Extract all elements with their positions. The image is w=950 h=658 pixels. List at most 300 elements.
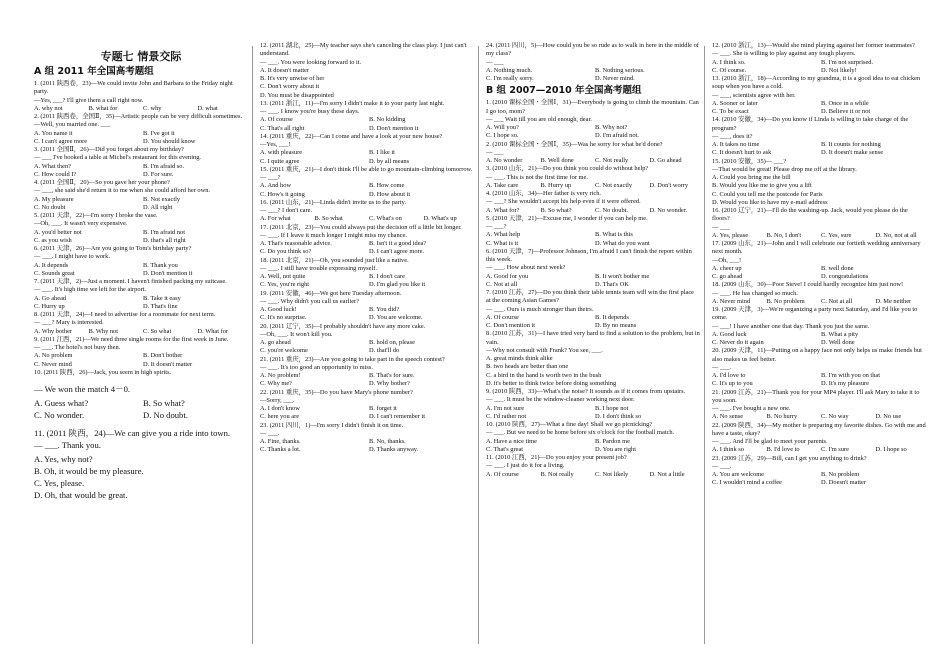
answer-options — [34, 130, 248, 147]
question-text: 21. (2011 重庆，23)—Are you going to take part in the speech contest? — ___. It's too good an opportunity to miss. — [260, 355, 445, 371]
answer-option: D. It doesn't make sense — [821, 149, 884, 157]
answer-options — [34, 229, 248, 246]
answer-option: B. No, I don't — [766, 231, 802, 239]
question-item — [34, 113, 248, 146]
question-text: 16. (2010 辽宁，21)—I'll do the washing-up. Jack, would you please do the floors? — ___ — [712, 207, 908, 231]
answer-options — [486, 124, 700, 141]
answer-option: B. No, thanks. — [369, 438, 406, 445]
answer-option: B. I'm not surprised. — [821, 58, 874, 66]
answer-option: C. Yes, you're right — [260, 281, 310, 289]
answer-option: C. I'm really sorry. — [486, 75, 534, 82]
answer-option: B. forget it — [369, 405, 397, 412]
answer-option: C. Do you think so? — [260, 248, 312, 256]
question-item — [34, 427, 248, 501]
answer-option: D. Not likely! — [821, 66, 857, 74]
question-item — [34, 245, 248, 278]
answer-option: A. For what — [260, 215, 291, 223]
answer-option: B. Why not — [88, 327, 119, 335]
answer-option: C. No doubt — [34, 203, 66, 211]
column-2 — [260, 42, 474, 455]
question-text: 14. (2010 安徽，34)—Do you know if Linda is willing to take charge of the program? — ___, does it? — [712, 116, 909, 140]
answer-option: D. That's OK — [595, 280, 629, 288]
answer-option: C. No way — [821, 413, 849, 421]
answer-option: D. No use — [875, 413, 902, 421]
question-text: 21. (2009 江苏，21)—Thank you for your MP4 player. I'll ask Mary to take it to you soon. — ___. I've bought a new one. — [712, 388, 920, 412]
question-item — [712, 347, 926, 388]
answer-option: B. It depends — [595, 313, 629, 321]
answer-option: B. Not really — [540, 470, 574, 478]
answer-options — [712, 174, 926, 207]
answer-options — [486, 157, 700, 165]
answer-option: B. Nothing serious. — [595, 66, 645, 74]
question-item — [486, 215, 700, 248]
answer-option: D. I don't think so — [595, 412, 642, 420]
question-text: 22. (2009 陕西，34)—My mother is preparing my favorite dishes. Go with me and have a taste, okay? — ___. And I'll be glad to meet your parents. — [712, 421, 926, 445]
answer-option: B. Hurry up — [540, 181, 572, 189]
answer-option: C. To be exact — [712, 108, 749, 115]
question-text: 19. (2011 安徽，46)—We got here Tuesday afternoon. — ___. Why didn't you call us earlier? — [260, 289, 402, 305]
answer-options — [712, 59, 926, 76]
question-item — [260, 224, 474, 257]
answer-option: A. Will you? — [486, 124, 519, 131]
question-item — [712, 455, 926, 488]
answer-option: D. I can't agree more. — [369, 248, 425, 256]
question-text: 20. (2011 辽宁，35)—I probably shouldn't have any more cake. —Oh, ___. It won't kill you. — [260, 322, 426, 338]
question-item — [712, 240, 926, 281]
answer-option: A. I'm not sure — [486, 404, 525, 412]
question-text: 12. (2010 浙江，13)—Would she mind playing against her former teammates? — ___. She is willing to play against any tough players. — [712, 42, 915, 58]
answer-option: D. congratulations — [821, 273, 869, 280]
answer-option: C. I hope so. — [486, 132, 519, 140]
answer-option: D. How about it — [369, 190, 411, 198]
answer-option: D. Don't mention it — [143, 269, 193, 277]
answer-option: C. I'm sure — [821, 446, 849, 454]
answer-options — [486, 438, 700, 455]
answer-option: B. Take it easy — [143, 294, 181, 302]
question-text: 5. (2010 天津，21)—Excuse me, I wonder if you can help me. — ___? — [486, 214, 648, 230]
answer-option: B. I hope not — [595, 404, 629, 412]
question-item — [486, 99, 700, 140]
answer-options — [260, 372, 474, 389]
answer-options — [260, 438, 474, 455]
answer-option: B. Don't bother — [143, 352, 183, 360]
question-item — [34, 212, 248, 245]
answer-option: B. Once in a while — [821, 99, 869, 107]
answer-option: D. Not a little — [649, 470, 685, 478]
answer-option: C. Thanks a lot. — [260, 446, 301, 454]
answer-option: C. I quite agree — [260, 157, 300, 165]
answer-options — [712, 298, 926, 306]
answer-option: B. What a pity — [821, 330, 859, 338]
answer-option: B. what for — [88, 104, 118, 112]
question-item — [712, 42, 926, 75]
answer-option: A. Sooner or later — [712, 99, 758, 107]
answer-option: C. go ahead — [712, 273, 743, 280]
answer-options — [34, 196, 248, 213]
column-divider — [704, 46, 705, 644]
answer-option: C. That's great — [486, 445, 524, 453]
answer-option: A. cheer up — [712, 264, 742, 272]
answer-option: C. Hurry up — [34, 302, 65, 310]
answer-option: D. I'm afraid not. — [595, 132, 639, 140]
answer-option: A. No problem — [34, 352, 73, 360]
answer-option: B. Well done — [540, 157, 574, 164]
answer-option: B. I like it — [369, 149, 395, 157]
answer-options — [34, 397, 248, 421]
answer-option: B. two heads are better than one — [486, 363, 569, 371]
answer-option: C. So what — [143, 327, 172, 335]
answer-option: A. No sense — [712, 413, 744, 421]
answer-option: D. For sure. — [143, 170, 174, 178]
answer-option: C. Don't worry about it — [260, 83, 320, 91]
question-item — [260, 42, 474, 100]
answer-options — [260, 405, 474, 422]
answer-option: B. hold on, please — [369, 339, 415, 346]
answer-option: C. you're welcome — [260, 347, 308, 355]
answer-options — [260, 240, 474, 257]
answer-option: A. That's reasonable advice. — [260, 240, 332, 247]
answer-option: C. Why me? — [260, 380, 293, 388]
answer-option: D. Never mind. — [595, 75, 635, 82]
answer-option: A. My pleasure — [34, 195, 74, 203]
answer-option: A. And how — [260, 182, 292, 190]
question-text: 8. (2010 江苏，31)—I have tried very hard to find a solution to the problem, but in vain. —Why not consult with Frank? You see, ___. — [486, 330, 700, 354]
question-item — [712, 422, 926, 455]
answer-option: B. well done — [821, 264, 854, 272]
question-text: 20. (2009 天津，11)—Putting on a happy face not only helps us make friends but also makes us feel better. — ___. — [712, 347, 922, 371]
answer-option: B. I'm afraid so. — [143, 162, 185, 170]
answer-options — [486, 207, 700, 215]
answer-option: B. Isn't it a good idea? — [369, 240, 427, 247]
question-item — [712, 281, 926, 306]
question-item — [260, 389, 474, 422]
answer-option: D. I hope so — [875, 446, 907, 454]
answer-options — [486, 273, 700, 290]
answer-options — [486, 471, 700, 479]
answer-option: A. Good for you — [486, 272, 529, 280]
question-item — [34, 146, 248, 179]
question-item — [34, 179, 248, 212]
answer-option: C. I'd rather not — [486, 412, 527, 420]
answer-options — [486, 231, 700, 248]
answer-option: C. Of course. — [712, 66, 747, 74]
answer-option: B. What is this — [595, 231, 633, 239]
question-text: 4. (2010 山东，34)—Her father is very rich. — ___? She wouldn't accept his help even if it were offered. — [486, 190, 641, 206]
answer-option: B. It's very unwise of her — [260, 75, 325, 82]
question-text: 6. (2011 天津，26)—Are you going to Tom's birthday party? — ___. I might have to work. — [34, 245, 192, 261]
question-item — [34, 278, 248, 311]
answer-option: C. Sounds great — [34, 269, 75, 277]
answer-options — [712, 331, 926, 348]
answer-option: D. You are welcome. — [369, 314, 423, 322]
answer-option: A. Why bother — [34, 327, 73, 335]
question-item — [712, 116, 926, 157]
answer-option: D. that'll do — [369, 347, 400, 355]
question-text: 15. (2011 重庆，21)—I don't think I'll be able to go mountain-climbing tomorrow. — ___? — [260, 165, 473, 181]
answer-option: D. It's my pleasure — [821, 380, 870, 388]
answer-option: A. why not — [34, 104, 63, 112]
question-text: 7. (2011 天津，2)—Just a moment. I haven't finished packing my suitcase. — ___. It's high time we left for the airport. — [34, 278, 227, 294]
question-text: 3. (2011 全国Ⅱ，26)—Did you forget about my birthday? — ___ I've booked a table at Michel's restaurant for this evening. — [34, 146, 201, 162]
question-text: 10. (2011 陕西，26)—Jack, you seem in high spirits. — [34, 368, 172, 376]
answer-options — [712, 372, 926, 389]
question-text: 8. (2011 天津，24)—I need to advertise for a roommate for next term. — ___? Mary is interested. — [34, 311, 216, 327]
answer-option: D. Well done — [821, 339, 855, 346]
answer-option: C. Never mind — [34, 360, 72, 368]
answer-option: A. Have a nice time — [486, 437, 537, 445]
answer-options — [34, 295, 248, 312]
answer-option: D. I can't remember it — [369, 413, 425, 421]
answer-option: D. Would you like to have my e-mail address — [712, 198, 828, 206]
answer-options — [486, 355, 700, 388]
question-text: 17. (2011 北京，23)—You could always put the decision off a little bit longer. — ___. If I leave it much longer I might miss my chance. — [260, 223, 462, 239]
answer-option: C. a bird in the hand is worth two in the bush — [486, 371, 602, 379]
answer-option: A. Fine, thanks. — [260, 438, 301, 445]
answer-option: D. You must be disappointed — [260, 91, 334, 99]
answer-option: A. I don't know — [260, 405, 300, 412]
question-text: 11. (2010 江西，21)—Do you enjoy your present job? — ___. I just do it for a living. — [486, 454, 627, 470]
answer-option: B. You did? — [369, 306, 400, 313]
answer-option: A. with pleasure — [260, 149, 303, 157]
answer-option: D. By no means — [595, 322, 637, 329]
answer-option: C. What's on — [369, 215, 402, 223]
question-list — [486, 99, 700, 479]
answer-option: D. that's all right — [143, 236, 186, 244]
question-text: 22. (2011 重庆，35)—Do you have Mary's phone number? —Sorry, ___. — [260, 388, 413, 404]
answer-option: A. Yes, why not? — [34, 454, 93, 464]
answer-option: A. Take care — [486, 181, 519, 189]
answer-option: C. What is it — [486, 239, 519, 247]
answer-options — [712, 141, 926, 158]
answer-option: B. Thank you — [143, 261, 178, 269]
question-item — [486, 190, 700, 215]
answer-option: D. No wonder. — [649, 206, 688, 214]
question-item — [486, 454, 700, 479]
answer-option: B. Not exactly — [143, 195, 181, 203]
question-item — [260, 290, 474, 323]
answer-option: A. What then? — [34, 162, 71, 170]
question-item — [34, 80, 248, 113]
answer-option: A. I think so. — [712, 58, 746, 66]
question-item — [260, 133, 474, 166]
answer-option: B. That's for sure. — [369, 372, 415, 379]
question-item — [712, 207, 926, 240]
answer-option: A. Guess what? — [34, 398, 89, 408]
question-text: 14. (2011 重庆，22)—Can I come and have a look at your new house? —Yes, ___! — [260, 132, 443, 148]
answer-option: A. Yes, please — [712, 231, 749, 239]
answer-options — [486, 67, 700, 84]
answer-option: B. No kidding — [369, 116, 406, 124]
answer-option: B. I don't care — [369, 273, 405, 280]
question-item — [260, 166, 474, 199]
question-text: 9. (2011 江西，21)—We need three single rooms for the first week in June. — ___. The hotel's not busy then. — [34, 335, 229, 351]
question-item — [712, 306, 926, 347]
answer-option: C. Could you tell me the postcode for Paris — [712, 190, 823, 198]
answer-option: D. Oh, that would be great. — [34, 490, 128, 500]
answer-option: A. Never mind — [712, 297, 751, 305]
question-text: 3. (2010 山东，21)—Do you think you could do without help? — ___. This is not the first time for me. — [486, 165, 649, 181]
question-text: 15. (2010 安徽，35)— ___? —That would be great! Please drop me off at the library. — [712, 157, 857, 173]
answer-option: C. Yes, sure — [821, 231, 852, 239]
question-list-large — [34, 383, 248, 501]
question-text: 7. (2010 江苏，27)—Do you think their table tennis team will win the first place at the coming Asian Games? — ___. Ours is much stronger than theirs. — [486, 289, 695, 313]
answer-option: C. why — [143, 104, 162, 112]
answer-option: C. It's up to you — [712, 380, 753, 388]
question-text: 11. (2011 陕西，24)—We can give you a ride into town. — ___. Thank you. — [34, 428, 231, 450]
answer-option: A. It takes no time — [712, 141, 760, 148]
answer-option: D. Go ahead — [649, 157, 682, 164]
question-text: 1. (2010 课标全国・全国Ⅰ，31)—Everybody is going to climb the mountain. Can I go too, mom? — ___ Wait till you are old enough, dear. — [486, 99, 699, 123]
column-4 — [712, 42, 926, 488]
answer-option: C. No doubt. — [595, 206, 629, 214]
question-text: 6. (2010 天津，7)—Professor Johnson, I'm afraid I can't finish the report within this week. — ___. How about next week? — [486, 247, 692, 272]
answer-options — [486, 314, 700, 331]
answer-options — [712, 471, 926, 488]
document-title: 专题七 情景交际 — [100, 50, 182, 63]
column-divider — [478, 46, 479, 644]
question-item — [34, 311, 248, 336]
answer-option: D. by all means — [369, 157, 410, 165]
question-text: 5. (2011 天津，22)—I'm sorry I broke the vase. —Oh, ___. It wasn't very expensive. — [34, 212, 158, 228]
question-item — [712, 75, 926, 116]
answer-option: C. I wouldn't mind a coffee — [712, 479, 782, 487]
question-text: 23. (2011 四川，1)—I'm sorry I didn't finish it on time. — ___. — [260, 421, 404, 437]
answer-option: A. What for? — [486, 206, 520, 214]
question-item — [486, 289, 700, 330]
answer-option: B. It counts for nothing — [821, 141, 881, 148]
question-text: 4. (2011 全国Ⅱ，20)—So you gave her your phone? — ___, she said she'd return it to me when she could afford her own. — [34, 179, 211, 195]
question-item — [260, 199, 474, 224]
answer-option: D. All right — [143, 203, 173, 211]
answer-option: D. Thanks anyway. — [369, 446, 419, 454]
answer-options — [712, 446, 926, 454]
answer-options — [260, 149, 474, 166]
answer-option: D. Doesn't matter — [821, 479, 866, 487]
question-item — [486, 421, 700, 454]
column-divider — [252, 46, 253, 644]
answer-option: C. here you are — [260, 413, 300, 421]
answer-option: A. It depends — [34, 261, 69, 269]
question-item — [260, 422, 474, 455]
answer-option: D. It doesn't matter — [143, 360, 193, 368]
answer-options — [260, 215, 474, 223]
question-text: 23. (2009 江苏，29)—Bill, can I get you anything to drink? — ___. — [712, 454, 867, 470]
answer-option: D. Don't worry — [649, 181, 689, 189]
question-text: 24. (2011 四川，5)—How could you be so rude as to walk in here in the middle of my class? — ___ — [486, 42, 699, 66]
answer-options — [260, 339, 474, 356]
answer-option: A. Well, not quite — [260, 273, 306, 280]
answer-options — [34, 163, 248, 180]
answer-options — [34, 453, 248, 501]
section-heading-b: B 组 2007—2010 年全国高考题组 — [486, 85, 642, 97]
question-item — [34, 369, 248, 377]
answer-option: C. That's all right — [260, 124, 305, 132]
answer-option: B. I'm with you on that — [821, 372, 881, 379]
answer-option: A. Of course — [260, 116, 293, 124]
question-item — [34, 383, 248, 421]
answer-option: A. Could you bring me the bill — [712, 174, 791, 181]
question-text: 2. (2011 陕西卷，全国Ⅱ，35)—Artistic people can be very difficult sometimes. —Well, you married one. ___ — [34, 113, 243, 129]
answer-option: C. How's it going — [260, 190, 305, 198]
answer-option: C. Not at all — [821, 297, 853, 305]
answer-options — [34, 105, 248, 113]
answer-option: D. You are right — [595, 445, 637, 453]
answer-option: C. It doesn't hurt to ask — [712, 149, 772, 157]
answer-option: A. What help — [486, 231, 521, 239]
answer-option: D. Me neither — [875, 297, 912, 305]
answer-option: D. what — [197, 104, 218, 112]
question-item — [486, 141, 700, 166]
question-item — [712, 158, 926, 208]
answer-option: B. I've got it — [143, 129, 175, 137]
answer-option: D. No, not at all — [875, 231, 917, 239]
answer-option: C. as you wish — [34, 236, 72, 244]
answer-option: C. Yes, please. — [34, 478, 85, 488]
answer-option: B. No problem — [821, 471, 860, 478]
answer-option: B. So what? — [540, 206, 572, 214]
question-text: 2. (2010 课标全国・全国Ⅰ，35)—Was he sorry for what he'd done? — ___ — [486, 140, 663, 156]
answer-option: A. No wonder — [486, 157, 523, 164]
question-item — [486, 165, 700, 190]
answer-option: D. What do you want — [595, 239, 650, 247]
column-1 — [34, 42, 248, 501]
column-3 — [486, 42, 700, 479]
answer-option: D. Don't mention it — [369, 124, 419, 132]
answer-option: A. Good luck — [712, 330, 747, 338]
answer-option: A. I'd love to — [712, 372, 746, 379]
answer-option: A. Go ahead — [34, 294, 67, 302]
question-item — [260, 257, 474, 290]
answer-options — [260, 182, 474, 199]
answer-option: A. I think so — [712, 446, 744, 454]
answer-option: A. Of course — [486, 313, 519, 321]
answer-options — [34, 352, 248, 369]
answer-option: D. No doubt. — [143, 410, 188, 420]
question-list — [486, 42, 700, 83]
question-text: 13. (2010 浙江，18)—According to my grandma, it is a good idea to eat chicken soup when you have a cold. — ___, scientists agree with her. — [712, 75, 921, 99]
answer-option: A. Of course — [486, 470, 519, 478]
answer-option: A. go ahead — [260, 339, 291, 346]
answer-option: C. Never do it again — [712, 339, 764, 346]
answer-options — [260, 306, 474, 323]
answer-option: B. Would you like me to give you a lift — [712, 182, 812, 190]
question-item — [486, 248, 700, 289]
answer-option: B. Pardon me — [595, 437, 630, 445]
answer-option: C. Not really — [595, 157, 629, 164]
answer-option: B. So what — [314, 215, 343, 223]
question-item — [260, 100, 474, 133]
answer-options — [486, 182, 700, 190]
answer-options — [712, 413, 926, 421]
question-text: — We won the match 4－0. — [34, 384, 131, 394]
answer-options — [34, 262, 248, 279]
answer-option: B. Oh, it would be my pleasure. — [34, 466, 144, 476]
question-text: 13. (2011 浙江，11)—I'm sorry I didn't make it to your party last night. — ___. I know you're busy these days. — [260, 99, 445, 115]
question-text: 19. (2009 天津，3)—We're organizing a party next Saturday, and I'd like you to come. — ___! I have another one that day. Thank you just the same. — [712, 306, 918, 330]
answer-option: A. Good luck! — [260, 306, 297, 313]
answer-option: A. you'd better not — [34, 228, 82, 236]
answer-option: D. I'm glad you like it — [369, 281, 426, 289]
answer-option: D. Believe it or not — [821, 108, 871, 115]
answer-options — [260, 116, 474, 133]
answer-option: C. I can't agree more — [34, 137, 88, 145]
question-text: 9. (2010 陕西，33)—What's the noise? It sounds as if it comes from upstairs. — ___. It must be the window-cleaner working next door. — [486, 388, 686, 404]
answer-option: A. You name it — [34, 129, 73, 137]
question-text: 18. (2009 山东，30)—Poor Steve! I could hardly recognize him just now! — ___. He has changed so much. — [712, 281, 904, 297]
question-text: 1. (2011 陕西卷，23)—We could invite John and Barbara to the Friday night party. —Yes, ___? I'll give them a call right now. — [34, 80, 233, 104]
answer-option: D. What for — [197, 327, 229, 335]
answer-option: B. No problem — [766, 297, 805, 305]
